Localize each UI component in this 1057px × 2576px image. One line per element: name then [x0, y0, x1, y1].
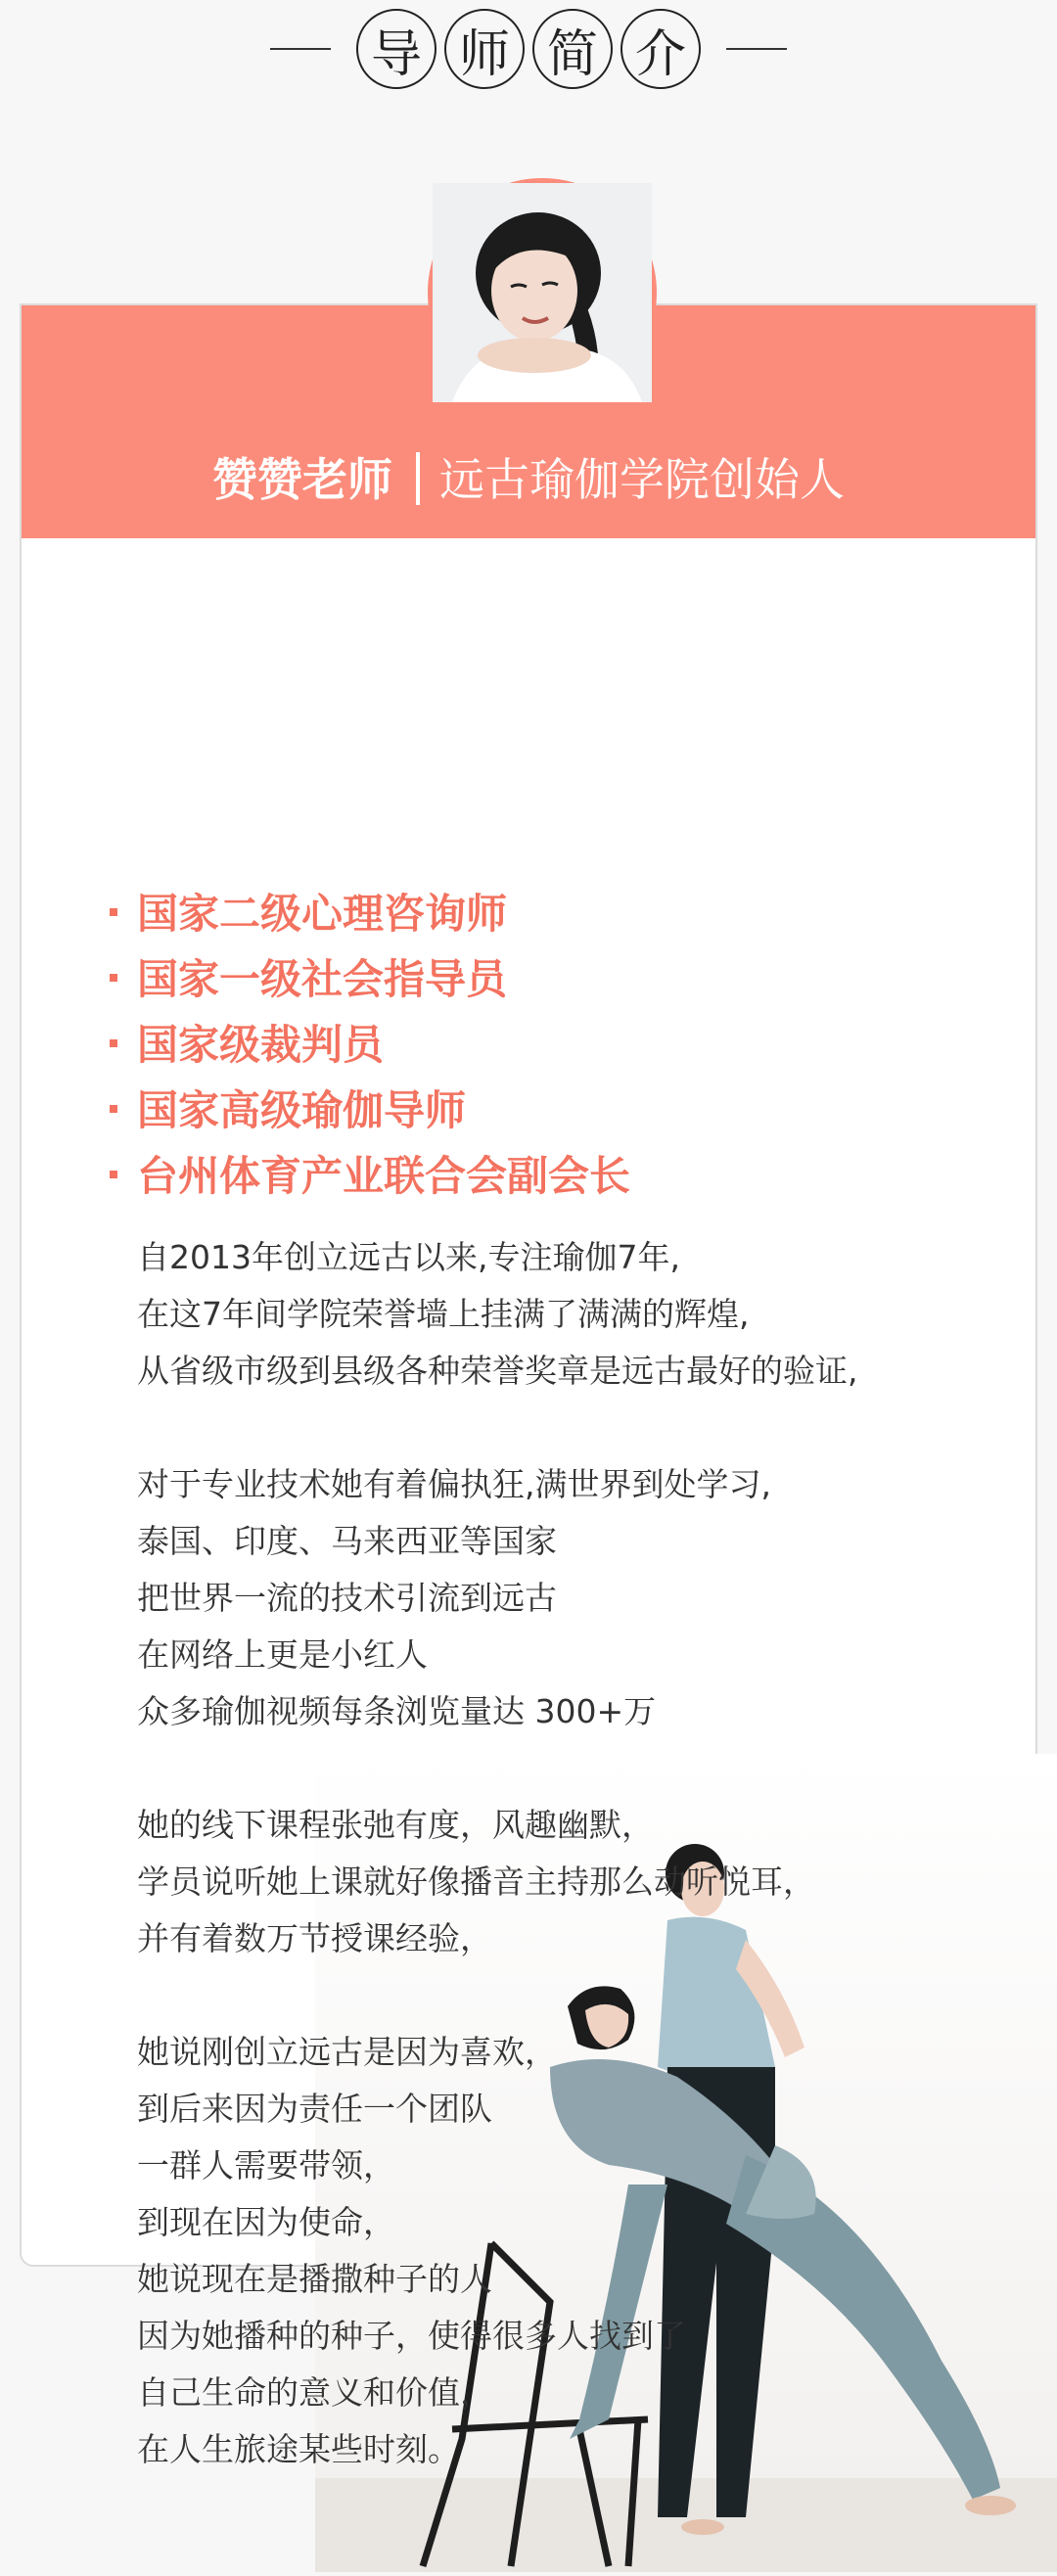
teacher-portrait-icon [433, 183, 652, 402]
profile-headline [22, 450, 1035, 509]
credential-item [110, 1143, 630, 1209]
name-separator [416, 452, 420, 505]
credential-item [110, 1012, 630, 1078]
bullet-icon [110, 1039, 117, 1047]
credential-item [110, 1078, 630, 1143]
title-char: 简 [532, 9, 613, 89]
title-dash-right [726, 48, 787, 50]
credential-text: 国家一级社会指导员 [137, 955, 508, 1003]
bio-paragraph [137, 1229, 1018, 1400]
bio-line: 她说刚创立远古是因为喜欢， [137, 2033, 557, 2071]
credential-text: 国家级裁判员 [137, 1021, 385, 1069]
title-char: 导 [356, 9, 437, 89]
teacher-role: 远古瑜伽学院创始人 [439, 453, 845, 506]
bio-paragraph [137, 2024, 1018, 2478]
teacher-avatar [428, 178, 657, 407]
teacher-card [20, 303, 1037, 2468]
bio-line: 从省级市级到县级各种荣誉奖章是远古最好的验证, [137, 1352, 858, 1390]
bio-paragraph [137, 1456, 1018, 1740]
credential-item [110, 881, 630, 946]
bio-line: 到现在因为使命， [137, 2203, 395, 2241]
title-dash-left [270, 48, 331, 50]
bio-line: 对于专业技术她有着偏执狂,满世界到处学习, [137, 1465, 771, 1503]
title-char: 介 [620, 9, 701, 89]
bullet-icon [110, 908, 117, 916]
bio-line: 到后来因为责任一个团队 [137, 2090, 492, 2128]
bullet-icon [110, 1105, 117, 1113]
bio-line: 并有着数万节授课经验， [137, 1919, 492, 1957]
bullet-icon [110, 974, 117, 982]
bio-line: 在网络上更是小红人 [137, 1635, 428, 1674]
credential-text: 台州体育产业联合会副会长 [137, 1152, 631, 1200]
bio-paragraph [137, 1797, 1018, 1967]
bio-line: 一群人需要带领， [137, 2146, 395, 2185]
bio-line: 泰国、印度、马来西亚等国家 [137, 1522, 557, 1560]
bio-line: 把世界一流的技术引流到远古 [137, 1579, 557, 1617]
title-char: 师 [444, 9, 525, 89]
bio-line: 她说现在是播撒种子的人 [137, 2260, 492, 2298]
bio-line: 因为她播种的种子，使得很多人找到了 [137, 2317, 686, 2355]
credential-text: 国家二级心理咨询师 [137, 890, 508, 938]
bio-line: 学员说听她上课就好像播音主持那么动听悦耳， [137, 1863, 815, 1901]
bio-text [137, 1229, 1018, 2535]
credential-item [110, 946, 630, 1012]
bio-line: 众多瑜伽视频每条浏览量达 300+万 [137, 1692, 657, 1730]
section-title [0, 0, 1057, 98]
teacher-name: 赞赞老师 [212, 453, 392, 506]
bullet-icon [110, 1171, 117, 1178]
bio-line: 自己生命的意义和价值， [137, 2373, 492, 2412]
bio-line: 她的线下课程张弛有度，风趣幽默， [137, 1806, 654, 1844]
bio-line: 自2013年创立远古以来,专注瑜伽7年, [137, 1238, 680, 1276]
credentials-list [110, 881, 630, 1209]
credential-text: 国家高级瑜伽导师 [137, 1086, 467, 1134]
bio-line: 在这7年间学院荣誉墙上挂满了满满的辉煌, [137, 1295, 750, 1333]
bio-line: 在人生旅途某些时刻。 [137, 2430, 460, 2468]
